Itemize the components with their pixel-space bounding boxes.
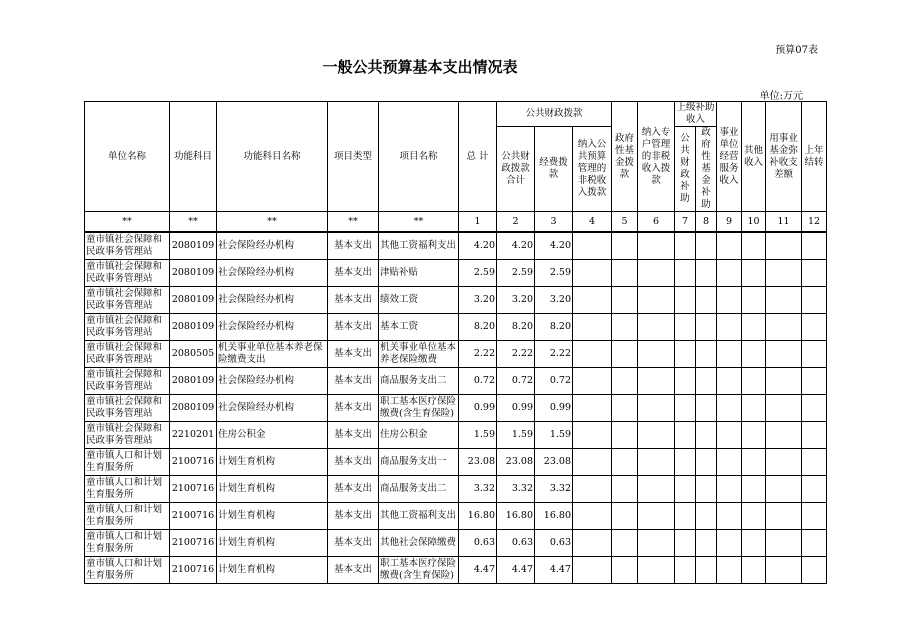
operating-cell: 8.20 [535, 314, 573, 341]
empty-cell [766, 422, 802, 449]
header-fund-balance: 用事业基金弥补收支差额 [766, 102, 802, 212]
header-public-fiscal: 公共财政拨款 [497, 102, 612, 127]
empty-cell [573, 503, 612, 530]
header-public-subsidy: 公共财政补助 [675, 127, 696, 212]
index-cell: 12 [802, 212, 827, 233]
empty-cell [766, 503, 802, 530]
public-total-cell: 2.59 [497, 260, 535, 287]
public-total-cell: 0.72 [497, 368, 535, 395]
public-total-cell: 4.20 [497, 232, 535, 260]
index-cell: 7 [675, 212, 696, 233]
public-total-cell: 23.08 [497, 449, 535, 476]
empty-cell [696, 422, 717, 449]
total-cell: 4.47 [459, 557, 497, 584]
unit-name-cell: 童市镇人口和计划生育服务所 [85, 503, 170, 530]
index-cell: 9 [717, 212, 742, 233]
item-type-cell: 基本支出 [328, 557, 379, 584]
func-name-cell: 计划生育机构 [217, 557, 328, 584]
empty-cell [638, 232, 675, 260]
empty-cell [742, 530, 766, 557]
func-name-cell: 社会保险经办机构 [217, 260, 328, 287]
header-func-name: 功能科目名称 [217, 102, 328, 212]
table-row [85, 260, 827, 287]
table-row [85, 232, 827, 260]
empty-cell [717, 341, 742, 368]
empty-cell [638, 476, 675, 503]
empty-cell [742, 341, 766, 368]
func-code-cell: 2080109 [170, 232, 217, 260]
func-name-cell: 计划生育机构 [217, 476, 328, 503]
empty-cell [766, 368, 802, 395]
empty-cell [717, 314, 742, 341]
table-row [85, 449, 827, 476]
empty-cell [638, 260, 675, 287]
public-total-cell: 8.20 [497, 314, 535, 341]
item-type-cell: 基本支出 [328, 503, 379, 530]
unit-name-cell: 童市镇人口和计划生育服务所 [85, 476, 170, 503]
total-cell: 3.32 [459, 476, 497, 503]
empty-cell [573, 476, 612, 503]
table-row [85, 341, 827, 368]
unit-name-cell: 童市镇社会保障和民政事务管理站 [85, 422, 170, 449]
item-name-cell: 职工基本医疗保险缴费(含生育保险) [379, 395, 459, 422]
index-cell: 1 [459, 212, 497, 233]
table-row [85, 422, 827, 449]
table-row [85, 503, 827, 530]
empty-cell [638, 449, 675, 476]
item-name-cell: 机关事业单位基本养老保险缴费 [379, 341, 459, 368]
item-type-cell: 基本支出 [328, 395, 379, 422]
func-name-cell: 社会保险经办机构 [217, 232, 328, 260]
empty-cell [766, 530, 802, 557]
public-total-cell: 4.47 [497, 557, 535, 584]
header-special-mgmt: 纳入专户管理的非税收入拨款 [638, 102, 675, 212]
empty-cell [696, 314, 717, 341]
operating-cell: 4.20 [535, 232, 573, 260]
header-gov-fund-subsidy: 政府性基金补助 [696, 127, 717, 212]
empty-cell [717, 449, 742, 476]
table-row [85, 557, 827, 584]
public-total-cell: 0.99 [497, 395, 535, 422]
item-type-cell: 基本支出 [328, 422, 379, 449]
empty-cell [638, 503, 675, 530]
empty-cell [675, 503, 696, 530]
empty-cell [766, 476, 802, 503]
item-name-cell: 基本工资 [379, 314, 459, 341]
item-type-cell: 基本支出 [328, 232, 379, 260]
empty-cell [573, 314, 612, 341]
header-item-name: 项目名称 [379, 102, 459, 212]
unit-name-cell: 童市镇社会保障和民政事务管理站 [85, 260, 170, 287]
empty-cell [696, 232, 717, 260]
func-code-cell: 2100716 [170, 503, 217, 530]
empty-cell [696, 476, 717, 503]
table-row [85, 530, 827, 557]
empty-cell [696, 260, 717, 287]
public-total-cell: 3.32 [497, 476, 535, 503]
item-name-cell: 职工基本医疗保险缴费(含生育保险) [379, 557, 459, 584]
empty-cell [802, 395, 827, 422]
public-total-cell: 3.20 [497, 287, 535, 314]
item-type-cell: 基本支出 [328, 314, 379, 341]
empty-cell [612, 557, 638, 584]
empty-cell [573, 287, 612, 314]
empty-cell [742, 422, 766, 449]
total-cell: 4.20 [459, 232, 497, 260]
empty-cell [717, 557, 742, 584]
operating-cell: 0.72 [535, 368, 573, 395]
empty-cell [612, 260, 638, 287]
func-name-cell: 计划生育机构 [217, 503, 328, 530]
empty-cell [802, 260, 827, 287]
item-name-cell: 住房公积金 [379, 422, 459, 449]
total-cell: 2.22 [459, 341, 497, 368]
unit-name-cell: 童市镇人口和计划生育服务所 [85, 530, 170, 557]
index-cell: ** [379, 212, 459, 233]
empty-cell [742, 395, 766, 422]
empty-cell [717, 476, 742, 503]
empty-cell [717, 395, 742, 422]
item-type-cell: 基本支出 [328, 476, 379, 503]
func-code-cell: 2080109 [170, 395, 217, 422]
empty-cell [573, 341, 612, 368]
empty-cell [742, 476, 766, 503]
empty-cell [696, 395, 717, 422]
func-code-cell: 2080505 [170, 341, 217, 368]
empty-cell [717, 287, 742, 314]
header-item-type: 项目类型 [328, 102, 379, 212]
item-type-cell: 基本支出 [328, 287, 379, 314]
header-public-total: 公共财政拨款合计 [497, 127, 535, 212]
index-cell: 8 [696, 212, 717, 233]
empty-cell [612, 503, 638, 530]
empty-cell [742, 260, 766, 287]
item-name-cell: 其他社会保障缴费 [379, 530, 459, 557]
header-upper-subsidy: 上级补助收入 [676, 102, 715, 125]
empty-cell [696, 557, 717, 584]
func-name-cell: 住房公积金 [217, 422, 328, 449]
index-cell: 11 [766, 212, 802, 233]
table-row [85, 314, 827, 341]
budget-table [84, 101, 827, 584]
empty-cell [675, 422, 696, 449]
empty-cell [802, 557, 827, 584]
total-cell: 2.59 [459, 260, 497, 287]
item-type-cell: 基本支出 [328, 260, 379, 287]
empty-cell [573, 260, 612, 287]
empty-cell [638, 422, 675, 449]
item-type-cell: 基本支出 [328, 368, 379, 395]
index-cell: ** [85, 212, 170, 233]
empty-cell [612, 422, 638, 449]
item-name-cell: 商品服务支出二 [379, 368, 459, 395]
item-name-cell: 其他工资福利支出 [379, 232, 459, 260]
empty-cell [742, 368, 766, 395]
header-other-income: 其他收入 [742, 102, 766, 212]
form-code: 预算07表 [775, 45, 818, 56]
func-name-cell: 社会保险经办机构 [217, 314, 328, 341]
total-cell: 8.20 [459, 314, 497, 341]
public-total-cell: 0.63 [497, 530, 535, 557]
func-code-cell: 2100716 [170, 476, 217, 503]
func-name-cell: 计划生育机构 [217, 530, 328, 557]
empty-cell [638, 395, 675, 422]
func-name-cell: 社会保险经办机构 [217, 395, 328, 422]
func-name-cell: 计划生育机构 [217, 449, 328, 476]
unit-name-cell: 童市镇社会保障和民政事务管理站 [85, 341, 170, 368]
index-cell: 10 [742, 212, 766, 233]
empty-cell [675, 449, 696, 476]
total-cell: 1.59 [459, 422, 497, 449]
item-name-cell: 商品服务支出一 [379, 449, 459, 476]
empty-cell [717, 530, 742, 557]
empty-cell [802, 449, 827, 476]
total-cell: 3.20 [459, 287, 497, 314]
total-cell: 0.99 [459, 395, 497, 422]
index-cell: 3 [535, 212, 573, 233]
empty-cell [573, 557, 612, 584]
empty-cell [675, 232, 696, 260]
empty-cell [675, 530, 696, 557]
empty-cell [717, 368, 742, 395]
unit-name-cell: 童市镇人口和计划生育服务所 [85, 557, 170, 584]
empty-cell [766, 287, 802, 314]
total-cell: 0.63 [459, 530, 497, 557]
empty-cell [717, 422, 742, 449]
unit-label: 单位:万元 [759, 91, 803, 102]
header-operating: 经费拨款 [535, 127, 573, 212]
empty-cell [612, 530, 638, 557]
empty-cell [612, 232, 638, 260]
empty-cell [638, 557, 675, 584]
header-func-code: 功能科目 [170, 102, 217, 212]
unit-name-cell: 童市镇社会保障和民政事务管理站 [85, 287, 170, 314]
empty-cell [717, 260, 742, 287]
operating-cell: 23.08 [535, 449, 573, 476]
table-body [85, 232, 827, 584]
operating-cell: 2.59 [535, 260, 573, 287]
empty-cell [573, 422, 612, 449]
unit-name-cell: 童市镇社会保障和民政事务管理站 [85, 232, 170, 260]
empty-cell [766, 449, 802, 476]
item-name-cell: 津贴补贴 [379, 260, 459, 287]
index-row [85, 212, 827, 233]
empty-cell [717, 503, 742, 530]
empty-cell [766, 314, 802, 341]
empty-cell [802, 476, 827, 503]
empty-cell [802, 530, 827, 557]
empty-cell [766, 557, 802, 584]
empty-cell [766, 395, 802, 422]
empty-cell [696, 368, 717, 395]
header-non-tax: 纳入公共预算管理的非税收入拨款 [573, 127, 612, 212]
empty-cell [742, 287, 766, 314]
empty-cell [675, 557, 696, 584]
func-code-cell: 2100716 [170, 557, 217, 584]
empty-cell [802, 232, 827, 260]
total-cell: 23.08 [459, 449, 497, 476]
table-row [85, 368, 827, 395]
table-row [85, 395, 827, 422]
item-type-cell: 基本支出 [328, 530, 379, 557]
empty-cell [802, 287, 827, 314]
empty-cell [802, 314, 827, 341]
empty-cell [742, 449, 766, 476]
func-code-cell: 2100716 [170, 530, 217, 557]
empty-cell [612, 341, 638, 368]
public-total-cell: 1.59 [497, 422, 535, 449]
item-type-cell: 基本支出 [328, 341, 379, 368]
empty-cell [612, 368, 638, 395]
index-cell: 6 [638, 212, 675, 233]
index-cell: 2 [497, 212, 535, 233]
total-cell: 16.80 [459, 503, 497, 530]
func-name-cell: 机关事业单位基本养老保险缴费支出 [217, 341, 328, 368]
empty-cell [573, 232, 612, 260]
func-code-cell: 2080109 [170, 287, 217, 314]
empty-cell [573, 449, 612, 476]
empty-cell [675, 341, 696, 368]
header-last-year: 上年结转 [802, 102, 827, 212]
public-total-cell: 16.80 [497, 503, 535, 530]
func-name-cell: 社会保险经办机构 [217, 368, 328, 395]
empty-cell [675, 395, 696, 422]
index-cell: ** [328, 212, 379, 233]
header-business-income: 事业单位经营服务收入 [717, 102, 742, 212]
empty-cell [573, 530, 612, 557]
unit-name-cell: 童市镇社会保障和民政事务管理站 [85, 395, 170, 422]
empty-cell [802, 422, 827, 449]
func-code-cell: 2080109 [170, 260, 217, 287]
empty-cell [696, 530, 717, 557]
empty-cell [675, 260, 696, 287]
header-total: 总 计 [459, 102, 497, 212]
empty-cell [696, 287, 717, 314]
empty-cell [612, 476, 638, 503]
func-code-cell: 2210201 [170, 422, 217, 449]
func-code-cell: 2080109 [170, 368, 217, 395]
item-name-cell: 绩效工资 [379, 287, 459, 314]
empty-cell [638, 530, 675, 557]
empty-cell [612, 395, 638, 422]
page-title: 一般公共预算基本支出情况表 [322, 58, 518, 76]
operating-cell: 16.80 [535, 503, 573, 530]
empty-cell [766, 341, 802, 368]
item-name-cell: 其他工资福利支出 [379, 503, 459, 530]
index-cell: 5 [612, 212, 638, 233]
public-total-cell: 2.22 [497, 341, 535, 368]
item-type-cell: 基本支出 [328, 449, 379, 476]
empty-cell [802, 341, 827, 368]
index-cell: ** [170, 212, 217, 233]
empty-cell [612, 314, 638, 341]
empty-cell [573, 368, 612, 395]
empty-cell [717, 232, 742, 260]
operating-cell: 0.99 [535, 395, 573, 422]
empty-cell [638, 287, 675, 314]
unit-name-cell: 童市镇社会保障和民政事务管理站 [85, 368, 170, 395]
unit-name-cell: 童市镇社会保障和民政事务管理站 [85, 314, 170, 341]
header-gov-fund: 政府性基金拨款 [612, 102, 638, 212]
total-cell: 0.72 [459, 368, 497, 395]
empty-cell [612, 449, 638, 476]
empty-cell [766, 260, 802, 287]
empty-cell [638, 341, 675, 368]
table-row [85, 287, 827, 314]
func-name-cell: 社会保险经办机构 [217, 287, 328, 314]
empty-cell [675, 314, 696, 341]
table-row [85, 476, 827, 503]
operating-cell: 1.59 [535, 422, 573, 449]
empty-cell [573, 395, 612, 422]
index-cell: 4 [573, 212, 612, 233]
unit-name-cell: 童市镇人口和计划生育服务所 [85, 449, 170, 476]
operating-cell: 4.47 [535, 557, 573, 584]
empty-cell [696, 341, 717, 368]
empty-cell [675, 287, 696, 314]
empty-cell [802, 503, 827, 530]
index-cell: ** [217, 212, 328, 233]
empty-cell [766, 232, 802, 260]
empty-cell [638, 314, 675, 341]
empty-cell [742, 503, 766, 530]
func-code-cell: 2080109 [170, 314, 217, 341]
empty-cell [638, 368, 675, 395]
item-name-cell: 商品服务支出二 [379, 476, 459, 503]
header-unit-name: 单位名称 [85, 102, 170, 212]
empty-cell [696, 449, 717, 476]
empty-cell [742, 232, 766, 260]
empty-cell [742, 557, 766, 584]
operating-cell: 3.20 [535, 287, 573, 314]
func-code-cell: 2100716 [170, 449, 217, 476]
operating-cell: 0.63 [535, 530, 573, 557]
empty-cell [696, 503, 717, 530]
empty-cell [802, 368, 827, 395]
operating-cell: 3.32 [535, 476, 573, 503]
empty-cell [742, 314, 766, 341]
empty-cell [612, 287, 638, 314]
operating-cell: 2.22 [535, 341, 573, 368]
empty-cell [675, 368, 696, 395]
empty-cell [675, 476, 696, 503]
